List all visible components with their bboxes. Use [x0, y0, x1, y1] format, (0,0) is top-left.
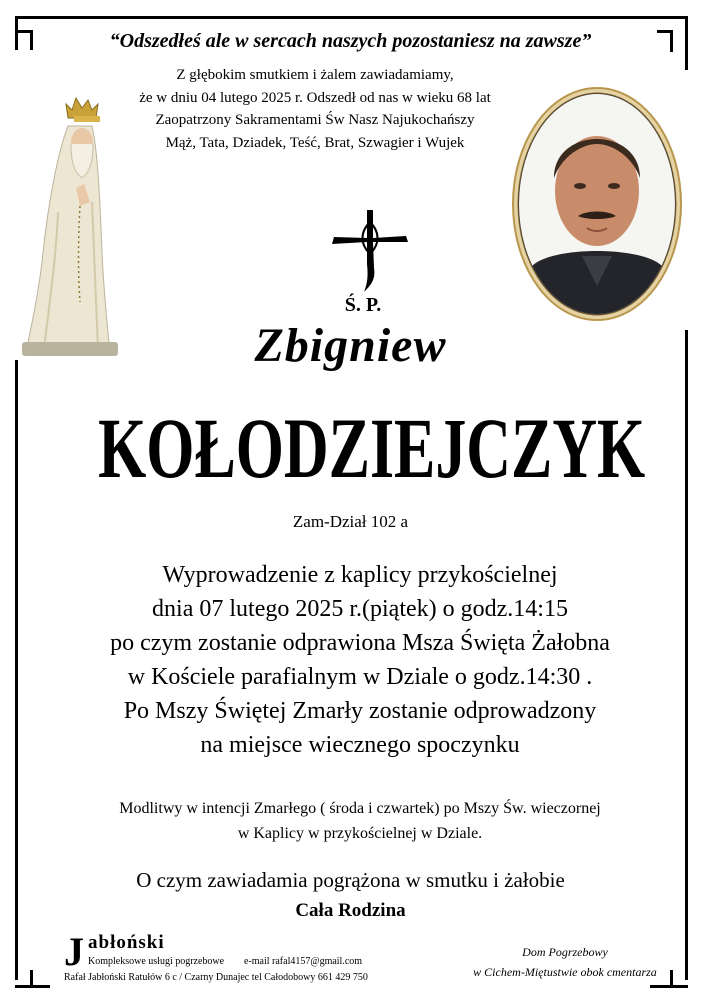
- prayers-line: Modlitwy w intencji Zmarłego ( środa i czwartek) po Mszy Św. wieczornej: [119, 800, 601, 817]
- intro-line: Z głębokim smutkiem i żalem zawiadamiamy,: [176, 67, 454, 83]
- prayers-info: [60, 796, 660, 846]
- intro-line: Mąż, Tata, Dziadek, Teść, Brat, Szwagier i Wujek: [165, 134, 465, 151]
- contact-address: Rafał Jabłoński Ratułów 6 c / Czarny Dunajec tel Całodobowy 661 429 750: [64, 972, 368, 983]
- funeral-home-title: Dom Pogrzebowy: [522, 945, 608, 959]
- family-signature: Cała Rodzina: [295, 900, 406, 921]
- memorial-quote: “Odszedłeś ale w sercach naszych pozostaniesz na zawsze”: [109, 30, 592, 52]
- closing-line: O czym zawiadamia pogrążona w smutku i żałobie: [136, 868, 565, 892]
- funeral-home-location: w Cichem-Miętustwie obok cmentarza: [473, 965, 657, 979]
- brand-subtitle: Kompleksowe usługi pogrzebowe: [88, 956, 225, 967]
- ceremony-details: [60, 558, 660, 762]
- intro-line: że w dniu 04 lutego 2025 r. Odszedł od nas w wieku 68 lat: [139, 89, 491, 106]
- announcement-intro: [100, 64, 530, 154]
- ceremony-line: Po Mszy Świętej Zmarły zostanie odprowadzony: [123, 698, 597, 724]
- ceremony-line: w Kościele parafialnym w Dziale o godz.14:30 .: [127, 664, 593, 690]
- deceased-surname: KOŁODZIEJCZYK: [98, 400, 646, 496]
- ceremony-line: po czym zostanie odprawiona Msza Święta Żałobna: [110, 630, 610, 656]
- brand-initial: J: [64, 929, 84, 974]
- intro-line: Zaopatrzony Sakramentami Św Nasz Najukochańszy: [155, 112, 475, 128]
- cross-icon: [330, 208, 410, 294]
- ceremony-line: dnia 07 lutego 2025 r.(piątek) o godz.14:15: [152, 596, 568, 622]
- sp-label: Ś. P.: [344, 294, 382, 316]
- deceased-address: Zam-Dział 102 a: [292, 512, 409, 531]
- deceased-portrait-photo: [512, 86, 682, 322]
- deceased-first-name: Zbigniew: [254, 319, 447, 372]
- ceremony-line: na miejsce wiecznego spoczynku: [200, 732, 520, 758]
- brand-name: abłoński: [88, 932, 165, 953]
- prayers-line: w Kaplicy w przykościelnej w Dziale.: [237, 825, 483, 842]
- ceremony-line: Wyprowadzenie z kaplicy przykościelnej: [162, 562, 558, 588]
- contact-email: e-mail rafal4157@gmail.com: [244, 956, 363, 967]
